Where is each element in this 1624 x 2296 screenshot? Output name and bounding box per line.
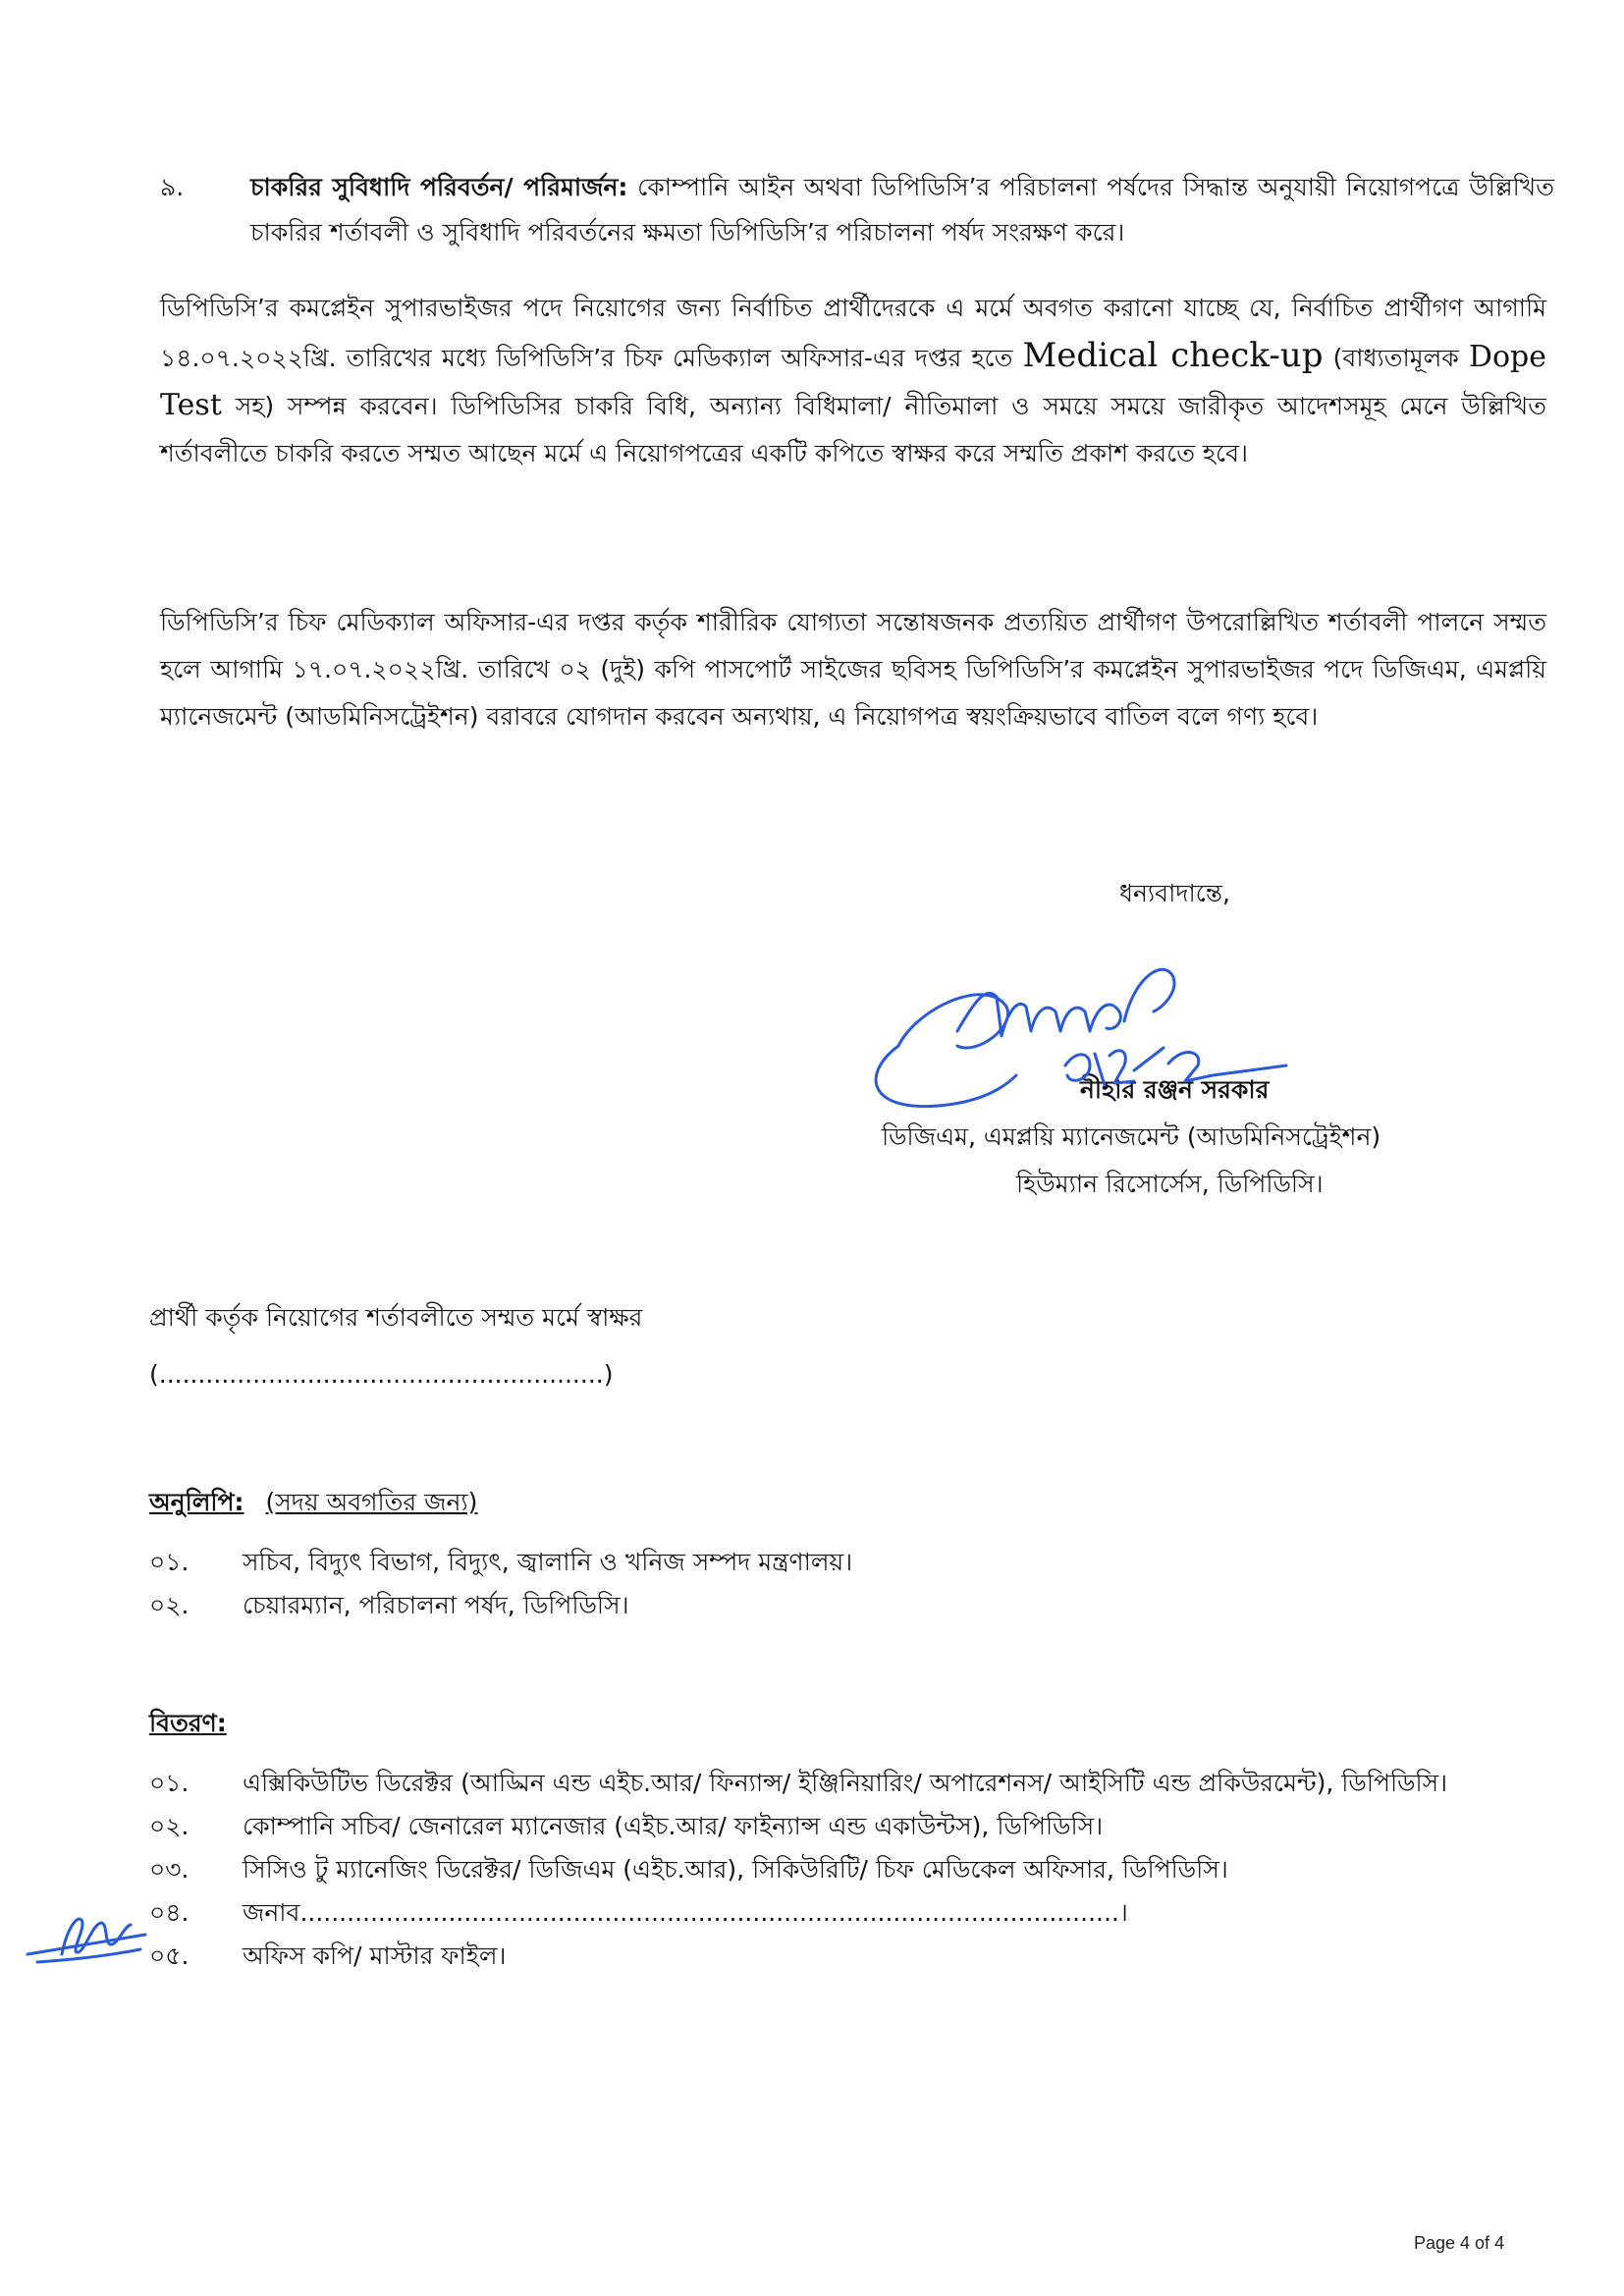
clause-body: [250, 165, 1554, 255]
item-index: ০২.: [149, 1812, 189, 1840]
copies-note: (সদয় অবগতির জন্য): [265, 1488, 478, 1516]
candidate-consent-label: প্রার্থী কর্তৃক নিয়োগের শর্তাবলীতে সম্মত মর্মে স্বাক্ষর: [149, 1303, 643, 1332]
item-index: ০২.: [149, 1591, 189, 1619]
signer-department: হিউম্যান রিসোর্সেস, ডিপিডিসি।: [1016, 1170, 1324, 1198]
list-item: [149, 1542, 1553, 1585]
list-item: [149, 1763, 1553, 1806]
item-text: কোম্পানি সচিব/ জেনারেল ম্যানেজার (এইচ.আর/ ফাইন্যান্স এন্ড একাউন্টস), ডিপিডিসি।: [243, 1812, 1104, 1840]
joining-paragraph: ডিপিডিসি’র চিফ মেডিক্যাল অফিসার-এর দপ্তর কর্তৃক শারীরিক যোগ্যতা সন্তোষজনক প্রত্যয়িত প্রার্থীগণ উপরোল্লিখিত শর্তাবলী পালনে সম্মত হলে আগামি ১৭.০৭.২০২২খ্রি. তারিখে ০২ (দুই) কপি পাসপোর্ট সাইজের ছবিসহ ডিপিডিসি’র কমপ্লেইন সুপারভাইজর পদে ডিজিএম, এমপ্লয়ি ম্যানেজমেন্ট (আডমিনিসট্রেইশন) বরাবরে যোগদান করবেন অন্যথায়, এ নিয়োগপত্র স্বয়ংক্রিয়ভাবে বাতিল বলে গণ্য হবে।: [160, 608, 1546, 731]
medical-checkup-paragraph: [160, 285, 1546, 477]
list-item: [149, 1936, 1553, 1979]
clause-text: কোম্পানি আইন অথবা ডিপিডিসি’র পরিচালনা পর্ষদের সিদ্ধান্ত অনুযায়ী নিয়োগপত্রে উল্লিখিত চাকরির শর্তাবলী ও সুবিধাদি পরিবর্তনের ক্ষমতা ডিপিডিসি’র পরিচালনা পর্ষদ সংরক্ষণ করে।: [250, 173, 1554, 246]
handwritten-initials: [18, 1905, 155, 1974]
distribution-heading: [149, 1704, 227, 1746]
copies-list: [149, 1542, 1553, 1628]
copies-title: অনুলিপি:: [149, 1488, 244, 1516]
clause-9: [160, 165, 1554, 255]
closing-thanks: ধন্যবাদান্তে,: [1119, 879, 1230, 907]
handwritten-signature: [839, 938, 1291, 1124]
paragraph1-part1: ডিপিডিসি’র কমপ্লেইন সুপারভাইজর পদে নিয়োগের জন্য নির্বাচিত প্রার্থীদেরকে এ মর্মে অবগত করানো যাচ্ছে যে, নির্বাচিত প্রার্থীগণ আগামি ১৪.০৭.২০২২খ্রি. তারিখের মধ্যে ডিপিডিসি’র চিফ মেডিক্যাল অফিসার-এর দপ্তর হতে: [160, 294, 1546, 372]
candidate-signature-blank: (.........................................................): [149, 1360, 614, 1389]
page-number: Page 4 of 4: [1414, 2233, 1505, 2253]
paragraph1-part2: (বাধ্যতামূলক: [1323, 344, 1469, 372]
clause-heading: চাকরির সুবিধাদি পরিবর্তন/ পরিমার্জন:: [250, 173, 628, 201]
item-index: ০৫.: [149, 1941, 189, 1970]
medical-checkup-term: Medical check-up: [1022, 336, 1324, 375]
list-item: [149, 1806, 1553, 1849]
signer-name: নীহার রঞ্জন সরকার: [1080, 1075, 1270, 1104]
list-item: [149, 1892, 1553, 1936]
dope-test-term: Dope Test: [160, 340, 1546, 422]
item-text: চেয়ারম্যান, পরিচালনা পর্ষদ, ডিপিডিসি।: [243, 1591, 629, 1619]
item-text: এক্সিকিউটিভ ডিরেক্টর (আড্মিন এন্ড এইচ.আর/ ফিন্যান্স/ ইঞ্জিনিয়ারিং/ অপারেশনস/ আইসিটি এন্ড প্রকিউরমেন্ট), ডিপিডিসি।: [243, 1769, 1448, 1797]
distribution-list: [149, 1763, 1553, 1979]
distribution-title: বিতরণ:: [149, 1709, 227, 1737]
item-text: জনাব.........................................................................................................।: [243, 1898, 1128, 1927]
list-item: [149, 1585, 1553, 1628]
item-index: ০১.: [149, 1548, 189, 1576]
list-item: [149, 1849, 1553, 1892]
item-text: সিসিও টু ম্যানেজিং ডিরেক্টর/ ডিজিএম (এইচ.আর), সিকিউরিটি/ চিফ মেডিকেল অফিসার, ডিপিডিসি।: [243, 1855, 1228, 1884]
item-index: ০৩.: [149, 1855, 189, 1884]
clause-number: ৯.: [160, 173, 185, 201]
signer-designation: ডিজিএম, এমপ্লয়ি ম্যানেজমেন্ট (আডমিনিসট্রেইশন): [882, 1122, 1381, 1151]
item-index: ০১.: [149, 1769, 189, 1797]
item-index: ০৪.: [149, 1898, 189, 1927]
item-text: সচিব, বিদ্যুৎ বিভাগ, বিদ্যুৎ, জ্বালানি ও খনিজ সম্পদ মন্ত্রণালয়।: [243, 1548, 853, 1576]
item-text: অফিস কপি/ মাস্টার ফাইল।: [243, 1941, 507, 1970]
copies-heading: [149, 1483, 477, 1525]
paragraph1-part3: সহ) সম্পন্ন করবেন। ডিপিডিসির চাকরি বিধি, অন্যান্য বিধিমালা/ নীতিমালা ও সময়ে সময়ে জারীকৃত আদেশসমূহ মেনে উল্লিখিত শর্তাবলীতে চাকরি করতে সম্মত আছেন মর্মে এ নিয়োগপত্রের একটি কপিতে স্বাক্ষর করে সম্মতি প্রকাশ করতে হবে।: [160, 392, 1546, 467]
